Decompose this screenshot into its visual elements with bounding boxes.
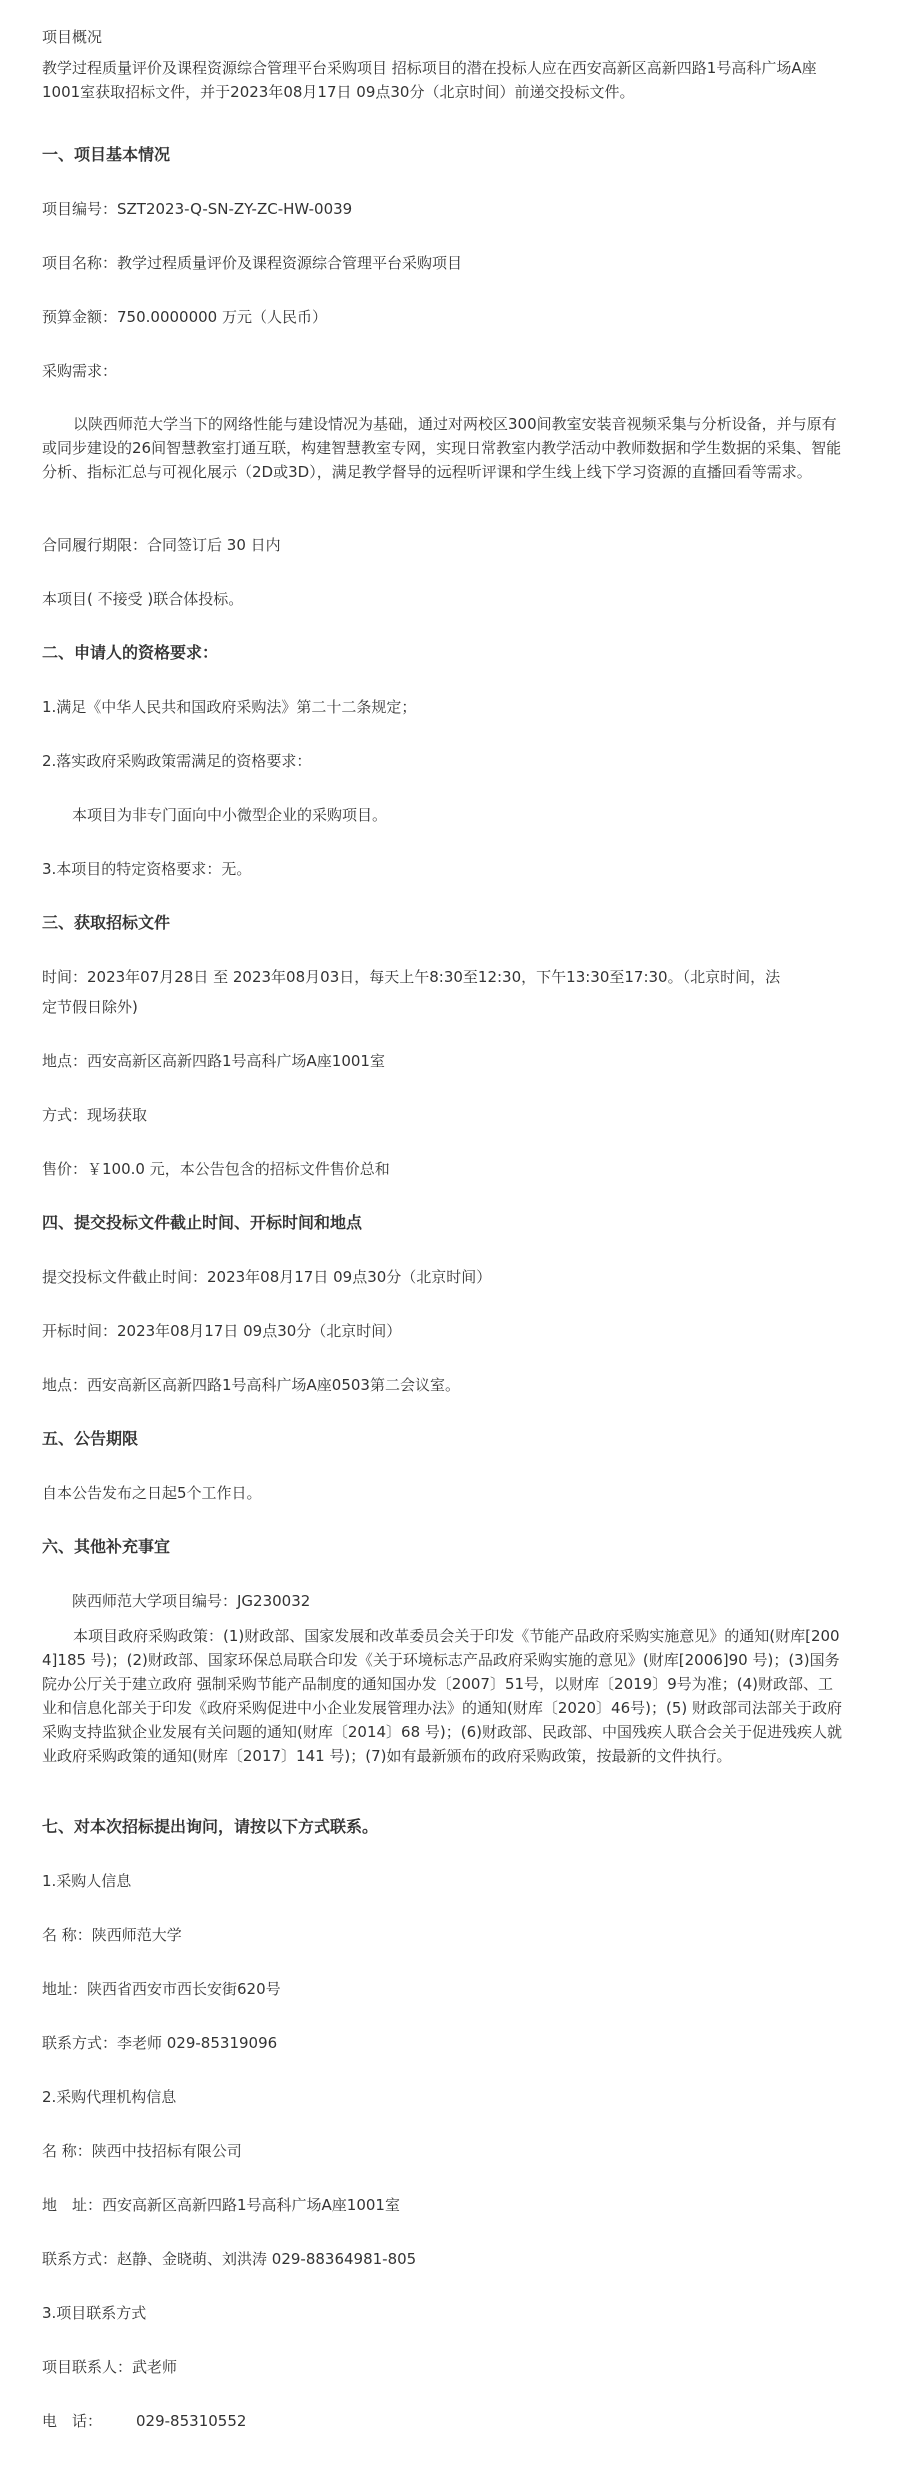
buyer-contact: 联系方式：李老师 029-85319096 — [42, 2034, 278, 2052]
project-number: 项目编号：SZT2023-Q-SN-ZY-ZC-HW-0039 — [42, 200, 353, 218]
opening-place: 地点：西安高新区高新四路1号高科广场A座0503第二会议室。 — [42, 1376, 460, 1394]
buyer-address: 地址：陕西省西安市西长安街620号 — [42, 1980, 281, 1998]
section-1-heading: 一、项目基本情况 — [42, 145, 171, 164]
section-7-heading: 七、对本次招标提出询问，请按以下方式联系。 — [42, 1817, 379, 1836]
opening-time: 开标时间：2023年08月17日 09点30分（北京时间） — [42, 1322, 402, 1340]
contract-period: 合同履行期限：合同签订后 30 日内 — [42, 536, 281, 554]
demand-label: 采购需求： — [42, 362, 118, 380]
section-3-heading: 三、获取招标文件 — [42, 913, 171, 932]
announcement-period: 自本公告发布之日起5个工作日。 — [42, 1484, 262, 1502]
overview-text: 教学过程质量评价及课程资源综合管理平台采购项目 招标项目的潜在投标人应在西安高新区高新四路1号高科广场A座1001室获取招标文件，并于2023年08月17日 09点30分（北京时间）前递交投标文件。 — [42, 59, 817, 101]
document-price: 售价：￥100.0 元，本公告包含的招标文件售价总和 — [42, 1160, 390, 1178]
submission-deadline: 提交投标文件截止时间：2023年08月17日 09点30分（北京时间） — [42, 1268, 492, 1286]
obtain-method: 方式：现场获取 — [42, 1106, 148, 1124]
obtain-time-line-2: 定节假日除外) — [42, 998, 138, 1016]
project-contact-title: 3.项目联系方式 — [42, 2304, 147, 2322]
agent-contact: 联系方式：赵静、金晓萌、刘洪涛 029-88364981-805 — [42, 2250, 417, 2268]
qualification-item-1: 1.满足《中华人民共和国政府采购法》第二十二条规定； — [42, 698, 417, 716]
consortium-note: 本项目( 不接受 )联合体投标。 — [42, 590, 244, 608]
agent-address: 地 址：西安高新区高新四路1号高科广场A座1001室 — [42, 2196, 400, 2214]
qualification-item-2-detail: 本项目为非专门面向中小微型企业的采购项目。 — [72, 806, 388, 824]
obtain-place: 地点：西安高新区高新四路1号高科广场A座1001室 — [42, 1052, 385, 1070]
section-2-heading: 二、申请人的资格要求： — [42, 643, 219, 662]
obtain-time-line-1: 时间：2023年07月28日 至 2023年08月03日，每天上午8:30至12:30，下午13:30至17:30。（北京时间，法 — [42, 968, 781, 986]
project-contact-person: 项目联系人：武老师 — [42, 2358, 178, 2376]
school-project-number: 陕西师范大学项目编号：JG230032 — [72, 1592, 311, 1610]
budget-amount: 预算金额：750.0000000 万元（人民币） — [42, 308, 327, 326]
qualification-item-3: 3.本项目的特定资格要求：无。 — [42, 860, 252, 878]
section-6-heading: 六、其他补充事宜 — [42, 1537, 171, 1556]
qualification-item-2: 2.落实政府采购政策需满足的资格要求： — [42, 752, 312, 770]
buyer-info-title: 1.采购人信息 — [42, 1872, 132, 1890]
overview-title: 项目概况 — [42, 28, 103, 46]
procurement-policy: 本项目政府采购政策：(1)财政部、国家发展和改革委员会关于印发《节能产品政府采购实施意见》的通知(财库[2004]185 号)；(2)财政部、国家环保总局联合印发《关于环境标志产品政府采购实施的意见》(财库[2006]90 号)；(3)国务院办公厅关于建立政府 强制采购节能产品制度的通知国办发〔2007〕51号，以财库〔2019〕9号为准；(4)财政部、工业和信息化部关于印发《政府采购促进中小企业发展管理办法》的通知(财库〔2020〕46号)；(5) 财政部司法部关于政府采购支持监狱企业发展有关问题的通知(财库〔2014〕68 号)；(6)财政部、民政部、中国残疾人联合会关于促进残疾人就业政府采购政策的通知(财库〔2017〕141 号)；(7)如有最新颁布的政府采购政策，按最新的文件执行。 — [42, 1627, 842, 1765]
agent-name: 名 称：陕西中技招标有限公司 — [42, 2142, 242, 2160]
project-name: 项目名称：教学过程质量评价及课程资源综合管理平台采购项目 — [42, 254, 463, 272]
section-5-heading: 五、公告期限 — [42, 1429, 139, 1448]
project-phone-label: 电 话： — [42, 2412, 103, 2430]
section-4-heading: 四、提交投标文件截止时间、开标时间和地点 — [42, 1213, 363, 1232]
buyer-name: 名 称：陕西师范大学 — [42, 1926, 182, 1944]
project-phone — [42, 2406, 862, 2436]
project-phone-value: 029-85310552 — [136, 2412, 247, 2430]
demand-text: 以陕西师范大学当下的网络性能与建设情况为基础，通过对两校区300间教室安装音视频采集与分析设备，并与原有或同步建设的26间智慧教室打通互联，构建智慧教室专网，实现日常教室内教学活动中教师数据和学生数据的采集、智能分析、指标汇总与可视化展示（2D或3D），满足教学督导的远程听评课和学生线上线下学习资源的直播回看等需求。 — [42, 415, 842, 481]
agent-info-title: 2.采购代理机构信息 — [42, 2088, 177, 2106]
